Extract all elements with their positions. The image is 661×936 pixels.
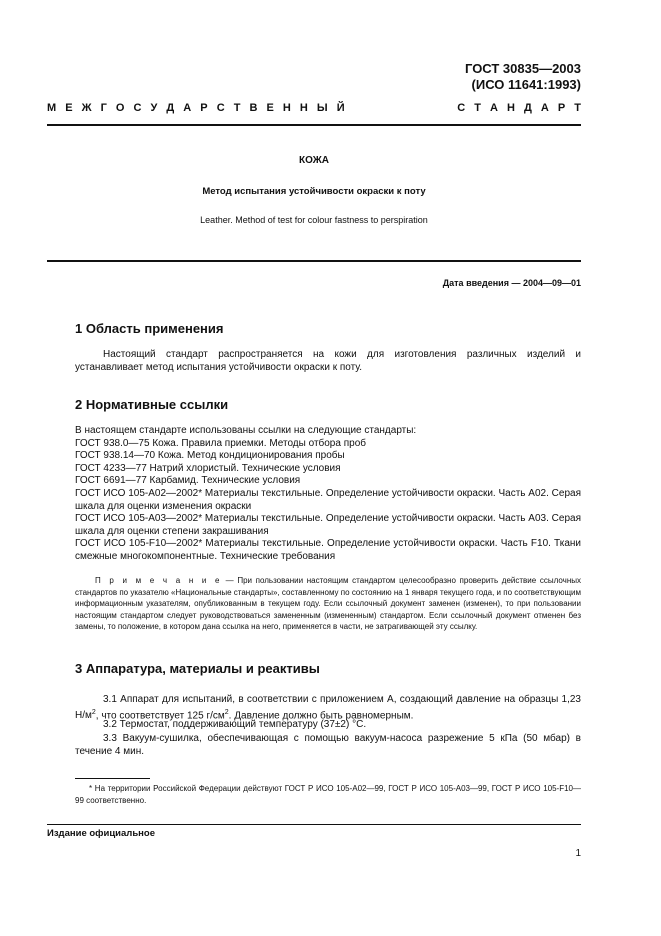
standard-kind-word1: М Е Ж Г О С У Д А Р С Т В Е Н Н Ы Й [47,102,345,114]
item-3-1-text-b: , что соответствует 125 г/см [95,709,225,721]
section-2-body [75,425,581,488]
item-3-1-text-c: . Давление должно быть равномерным. [228,709,414,721]
item-3-1-text-a: 3.1 Аппарат для испытаний, в соответствии с приложением А, создающий давление на образцы 1,23 Н/м [75,694,581,721]
document-title-english: Leather. Method of test for colour fastness to perspiration [200,215,428,225]
footer-divider [47,824,581,825]
standard-kind-word2: С Т А Н Д А Р Т [457,102,581,114]
references-intro: В настоящем стандарте использованы ссылки на следующие стандарты: [75,425,417,436]
document-subtitle: Метод испытания устойчивости окраски к поту [202,186,426,197]
reference-item: ГОСТ ИСО 105-А03—2002* Материалы текстильные. Определение устойчивости окраски. Часть А03. Серая шкала для оценки степени закрашивания [75,513,581,537]
header-divider [47,124,581,126]
item-3-1-sup-2: 2 [224,708,229,716]
section-2-long-references [75,488,581,563]
item-3-2: 3.2 Термостат, поддерживающий температуру (37±2) °С. [103,719,367,730]
item-3-1-sup-1: 2 [91,708,96,716]
section-1-text: Настоящий стандарт распространяется на кожи для изготовления различных изделий и устанавливает метод испытания устойчивости окраски к поту. [75,349,581,373]
note-text: — При пользовании настоящим стандартом целесообразно проверить действие ссылочных стандартов по указателю «Национальные стандарты», составленному по состоянию на 1 января текущего года, и по соответствующим информационным указателям, опубликованным в текущем году. Если ссылочный документ заменен (изменен), то при пользовании настоящим стандартом следует руководствоваться замененным (измененным) стандартом. Если ссылочный документ отменен без замены, то положение, в котором дана ссылка на него, применяется в части, не затрагивающей эту ссылку. [75,576,581,631]
reference-item: ГОСТ 938.0—75 Кожа. Правила приемки. Методы отбора проб [75,437,366,449]
reference-item: ГОСТ 4233—77 Натрий хлористый. Технические условия [75,462,341,474]
reference-item: ГОСТ ИСО 105-А02—2002* Материалы текстильные. Определение устойчивости окраски. Часть А02. Серая шкала для оценки изменения окраски [75,488,581,512]
reference-item: ГОСТ 938.14—70 Кожа. Метод кондиционирования пробы [75,450,345,461]
section-1-heading: 1 Область применения [75,321,224,336]
gost-code: ГОСТ 30835—2003 [465,61,581,76]
footnote-divider [75,778,150,779]
iso-code: (ИСО 11641:1993) [471,77,581,92]
title-divider [47,260,581,262]
reference-item: ГОСТ ИСО 105-F10—2002* Материалы текстильные. Определение устойчивости окраски. Часть F10. Ткани смежные многокомпонентные. Технические требования [75,538,581,562]
document-title: КОЖА [298,155,329,166]
standard-code-block [465,61,581,93]
page-number: 1 [575,848,581,859]
footnote: * На территории Российской Федерации действуют ГОСТ Р ИСО 105-А02—99, ГОСТ Р ИСО 105-А03—99, ГОСТ Р ИСО 105-F10—99 соответственно. [75,784,581,805]
item-3-3: 3.3 Вакуум-сушилка, обеспечивающая с помощью вакуум-насоса разрежение 5 кПа (50 мбар) в течение 4 мин. [75,733,581,757]
note-label: П р и м е ч а н и е [95,576,222,585]
standard-kind-banner [47,102,581,114]
section-2-heading: 2 Нормативные ссылки [75,397,229,412]
official-edition-label: Издание официальное [47,828,155,839]
section-3-heading: 3 Аппаратура, материалы и реактивы [75,661,320,676]
references-note [75,575,581,633]
introduction-date: Дата введения — 2004—09—01 [442,278,581,288]
reference-item: ГОСТ 6691—77 Карбамид. Технические условия [75,475,301,486]
